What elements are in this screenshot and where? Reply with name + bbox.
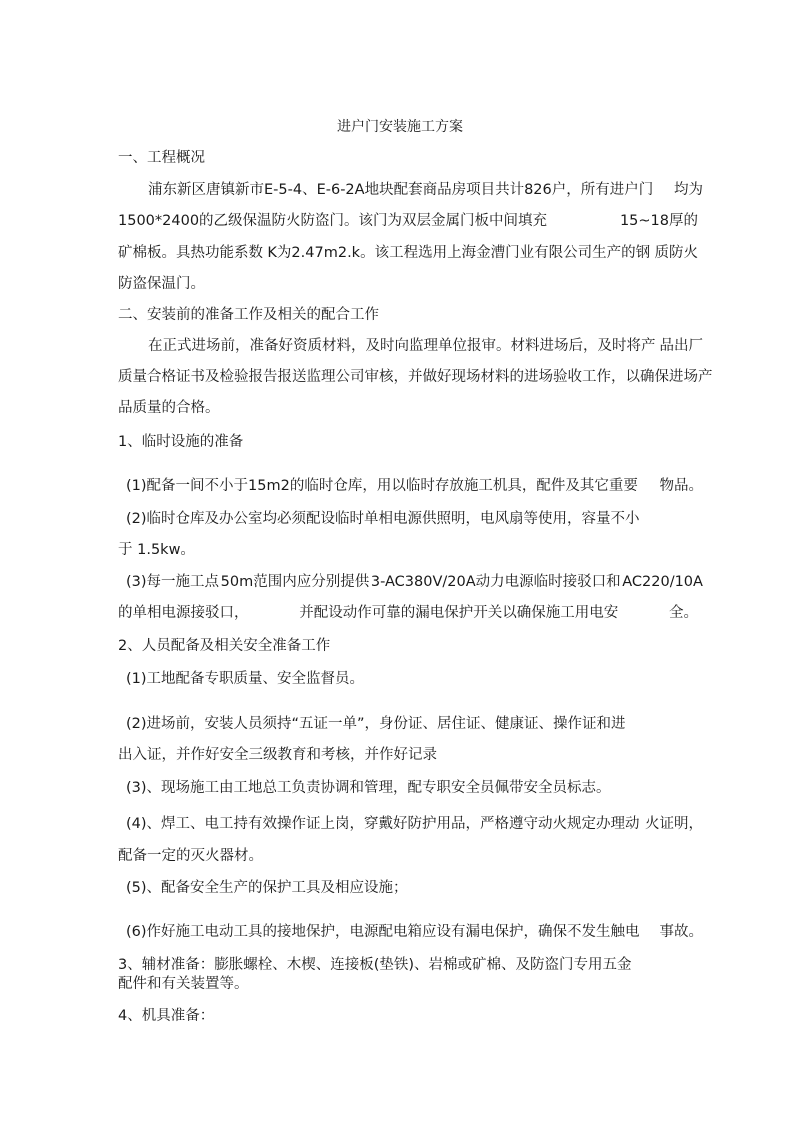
text-run: 并配设动作可靠的漏电保护开关以确保施工用电安 bbox=[299, 605, 619, 621]
text-run: 均为 bbox=[674, 182, 703, 198]
section-heading-2: 二、安装前的准备工作及相关的配合工作 bbox=[118, 307, 379, 323]
text-run: (1)配备一间不小于15m2的临时仓库，用以临时存放施工机具，配件及其它重要 bbox=[126, 478, 638, 494]
text-run: 物品。 bbox=[659, 478, 703, 494]
text-run: 在正式进场前，准备好资质材料，及时向监理单位报审。材料进场后，及时将产 bbox=[148, 338, 656, 354]
text-run: 火证明， bbox=[645, 816, 703, 832]
subheading-2: 2、人员配备及相关安全准备工作 bbox=[118, 638, 331, 654]
list-item: (1)工地配备专职质量、安全监督员。 bbox=[126, 671, 365, 687]
text-run: 1500*2400的乙级保温防火防盗门。该门为双层金属门板中间填充 bbox=[118, 213, 548, 229]
text-run: (4)、焊工、电工持有效操作证上岗，穿戴好防护用品，严格遵守动火规定办理动 bbox=[126, 816, 640, 832]
paragraph-line: 防盗保温门。 bbox=[118, 276, 205, 292]
subheading-3-cont: 配件和有关装置等。 bbox=[118, 976, 249, 992]
list-item-cont: 配备一定的灭火器材。 bbox=[118, 848, 263, 864]
text-run: AC220/10A bbox=[622, 574, 703, 590]
text-run: 3-AC380V/20A动力电源临时接驳口和 bbox=[370, 574, 621, 590]
list-item-cont: 于 1.5kw。 bbox=[118, 542, 195, 558]
list-item: (3)、现场施工由工地总工负责协调和管理，配专职安全员佩带安全员标志。 bbox=[126, 780, 611, 796]
text-run: 浦东新区唐镇新市E-5-4、E-6-2A地块配套商品房项目共计826户，所有进户门 bbox=[148, 182, 654, 198]
text-run: 作，以确保进场产 bbox=[596, 369, 713, 385]
paragraph-line: 品质量的合格。 bbox=[118, 400, 220, 416]
text-run: 品出厂 bbox=[659, 338, 703, 354]
list-item: (2)进场前，安装人员须持“五证一单”，身份证、居住证、健康证、操作证和进 bbox=[126, 716, 626, 732]
section-heading-1: 一、工程概况 bbox=[118, 150, 205, 166]
page-title: 进户门安装施工方案 bbox=[337, 119, 463, 135]
text-run: 矿棉板。具热功能系数 bbox=[118, 245, 263, 261]
paragraph-line bbox=[148, 336, 703, 356]
list-item bbox=[126, 476, 703, 496]
text-run: 50m范围内应分别提供 bbox=[220, 574, 370, 590]
text-run: K为2.47m2.k。该工程选用上海金漕门业有限公司生产的钢 bbox=[267, 245, 651, 261]
text-run: 质防火 bbox=[654, 245, 698, 261]
subheading-1: 1、临时设施的准备 bbox=[118, 434, 244, 450]
text-run: 事故。 bbox=[659, 924, 703, 940]
list-item bbox=[126, 572, 703, 592]
subheading-4: 4、机具准备： bbox=[118, 1008, 215, 1024]
text-run: 全。 bbox=[669, 605, 698, 621]
text-run: 质量合格证书及检验报告报送监理公司审核，并做好现场材料的进场验收工 bbox=[118, 369, 597, 385]
text-run: (6)作好施工电动工具的接地保护，电源配电箱应设有漏电保护，确保不发生触电 bbox=[126, 924, 640, 940]
list-item-cont bbox=[118, 603, 698, 623]
paragraph-line bbox=[118, 243, 698, 263]
text-run: 的单相电源接驳口， bbox=[118, 605, 249, 621]
paragraph-line bbox=[118, 367, 713, 387]
list-item bbox=[126, 814, 703, 834]
list-item bbox=[126, 922, 703, 942]
list-item-cont: 出入证，并作好安全三级教育和考核，并作好记录 bbox=[118, 747, 437, 763]
paragraph-line bbox=[148, 180, 703, 200]
text-run: 15~18厚的 bbox=[619, 213, 698, 229]
paragraph-line bbox=[118, 211, 698, 231]
subheading-3: 3、辅材准备：膨胀螺栓、木楔、连接板(垫铁)、岩棉或矿棉、及防盗门专用五金 bbox=[118, 957, 632, 973]
text-run: (3)每一施工点 bbox=[126, 574, 220, 590]
list-item: (2)临时仓库及办公室均必须配设临时单相电源供照明，电风扇等使用，容量不小 bbox=[126, 511, 640, 527]
list-item: (5)、配备安全生产的保护工具及相应设施； bbox=[126, 880, 408, 896]
